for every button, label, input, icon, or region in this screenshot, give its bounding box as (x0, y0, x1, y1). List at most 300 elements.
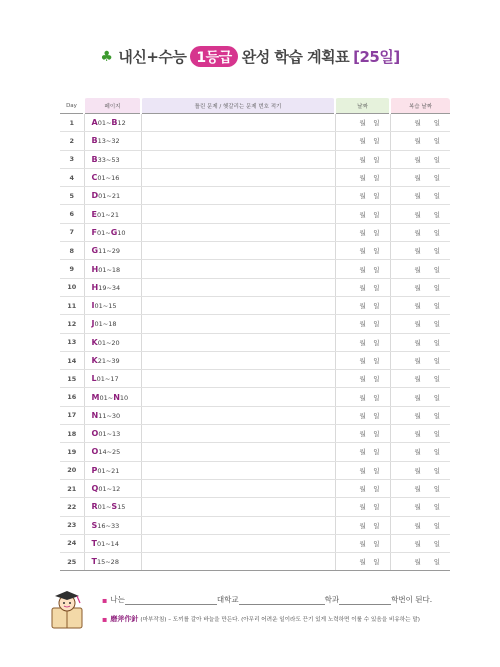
page-range (84, 370, 141, 388)
day-label: 일 (373, 558, 380, 567)
page-range (84, 406, 141, 424)
page-range (84, 388, 141, 406)
review-date-cell[interactable] (390, 114, 450, 132)
page-letter: D (91, 191, 99, 201)
month-label: 월 (359, 210, 366, 219)
proverb (102, 614, 482, 624)
month-label: 월 (414, 320, 421, 329)
wrong-problems-cell[interactable] (141, 406, 335, 424)
proverb-hanja: 磨斧作針 (110, 615, 139, 623)
wrong-problems-cell[interactable] (141, 553, 335, 571)
month-label: 월 (414, 393, 421, 402)
day-label: 일 (433, 247, 440, 256)
day-number: 9 (60, 260, 84, 278)
date-cell[interactable] (335, 223, 390, 241)
page-range (84, 132, 141, 150)
month-label: 월 (359, 228, 366, 237)
day-number: 25 (60, 553, 84, 571)
day-label: 일 (373, 302, 380, 311)
page-letter: R (91, 502, 98, 512)
review-date-cell[interactable] (390, 223, 450, 241)
month-label: 월 (359, 393, 366, 402)
page-number: 01~ (97, 119, 112, 128)
table-row (60, 443, 450, 461)
review-date-cell[interactable] (390, 479, 450, 497)
page-number: 10 (117, 228, 126, 237)
page-letter: I (91, 301, 95, 311)
day-label: 일 (433, 265, 440, 274)
day-label: 일 (373, 228, 380, 237)
day-number: 19 (60, 443, 84, 461)
month-label: 월 (414, 155, 421, 164)
review-date-cell[interactable] (390, 553, 450, 571)
page-number: 01~ (99, 393, 114, 402)
page-number: 19~34 (98, 283, 121, 292)
table-row (60, 425, 450, 443)
wrong-problems-cell[interactable] (141, 516, 335, 534)
goal-text-c: 학과 (324, 595, 340, 604)
month-label: 월 (359, 411, 366, 420)
review-date-cell[interactable] (390, 205, 450, 223)
day-label: 일 (373, 466, 380, 475)
day-label: 일 (433, 539, 440, 548)
table-row (60, 242, 450, 260)
date-cell[interactable] (335, 479, 390, 497)
page-number: 15 (117, 503, 126, 512)
proverb-reading: (마부작침) (140, 617, 167, 623)
date-cell[interactable] (335, 315, 390, 333)
day-label: 일 (433, 119, 440, 128)
page-letter: A (91, 118, 98, 128)
date-cell[interactable] (335, 187, 390, 205)
day-label: 일 (373, 485, 380, 494)
wrong-problems-cell[interactable] (141, 114, 335, 132)
date-cell[interactable] (335, 516, 390, 534)
review-date-cell[interactable] (390, 406, 450, 424)
review-date-cell[interactable] (390, 132, 450, 150)
page-number: 01~18 (94, 320, 117, 329)
page-range (84, 498, 141, 516)
bullet-icon: ▪ (102, 614, 108, 624)
page-range (84, 223, 141, 241)
review-date-cell[interactable] (390, 351, 450, 369)
footer (46, 584, 446, 644)
student-id-blank[interactable] (339, 596, 391, 605)
month-label: 월 (414, 228, 421, 237)
day-number: 5 (60, 187, 84, 205)
day-label: 일 (373, 539, 380, 548)
page-range (84, 516, 141, 534)
title-suffix: 완성 학습 계획표 (241, 48, 350, 66)
page-letter: H (91, 282, 99, 292)
day-label: 일 (373, 393, 380, 402)
page-range (84, 278, 141, 296)
month-label: 월 (414, 485, 421, 494)
day-label: 일 (373, 338, 380, 347)
wrong-problems-cell[interactable] (141, 242, 335, 260)
day-number: 20 (60, 461, 84, 479)
page-letter: G (110, 227, 118, 237)
goal-text-d: 학번이 된다. (391, 595, 433, 604)
page-number: 33~53 (97, 155, 120, 164)
header-date: 날짜 (335, 98, 390, 114)
day-label: 일 (373, 448, 380, 457)
wrong-problems-cell[interactable] (141, 260, 335, 278)
month-label: 월 (414, 137, 421, 146)
page-letter: S (111, 502, 118, 512)
month-label: 월 (414, 558, 421, 567)
goal-sentence (102, 594, 482, 605)
day-label: 일 (373, 192, 380, 201)
month-label: 월 (359, 539, 366, 548)
month-label: 월 (414, 265, 421, 274)
date-cell[interactable] (335, 388, 390, 406)
day-label: 일 (433, 210, 440, 219)
page-title (0, 46, 500, 67)
page-letter: K (91, 356, 98, 365)
page-number: 11~29 (98, 247, 121, 256)
day-number: 6 (60, 205, 84, 223)
month-label: 월 (414, 375, 421, 384)
review-date-cell[interactable] (390, 534, 450, 552)
page-number: 01~18 (98, 265, 121, 274)
month-label: 월 (414, 338, 421, 347)
page-letter: B (91, 154, 98, 164)
wrong-problems-cell[interactable] (141, 223, 335, 241)
month-label: 월 (359, 192, 366, 201)
month-label: 월 (359, 430, 366, 439)
day-label: 일 (433, 558, 440, 567)
day-label: 일 (433, 430, 440, 439)
date-cell[interactable] (335, 114, 390, 132)
day-label: 일 (433, 137, 440, 146)
page-number: 01~21 (96, 210, 119, 219)
wrong-problems-cell[interactable] (141, 296, 335, 314)
month-label: 월 (359, 247, 366, 256)
page-range (84, 425, 141, 443)
month-label: 월 (359, 558, 366, 567)
day-number: 16 (60, 388, 84, 406)
review-date-cell[interactable] (390, 150, 450, 168)
page-letter: F (91, 227, 97, 237)
review-date-cell[interactable] (390, 443, 450, 461)
day-label: 일 (433, 393, 440, 402)
day-number: 15 (60, 370, 84, 388)
wrong-problems-cell[interactable] (141, 278, 335, 296)
date-cell[interactable] (335, 370, 390, 388)
page-letter: M (91, 392, 100, 402)
month-label: 월 (359, 265, 366, 274)
day-label: 일 (433, 228, 440, 237)
month-label: 월 (414, 357, 421, 365)
page-letter: C (91, 173, 98, 183)
month-label: 월 (414, 283, 421, 292)
wrong-problems-cell[interactable] (141, 370, 335, 388)
date-cell[interactable] (335, 406, 390, 424)
month-label: 월 (359, 357, 366, 365)
day-number: 4 (60, 168, 84, 186)
month-label: 월 (359, 302, 366, 311)
page-number: 01~21 (97, 466, 120, 475)
table-row (60, 388, 450, 406)
page-range (84, 534, 141, 552)
review-date-cell[interactable] (390, 168, 450, 186)
month-label: 월 (414, 192, 421, 201)
date-cell[interactable] (335, 443, 390, 461)
day-number: 17 (60, 406, 84, 424)
review-date-cell[interactable] (390, 333, 450, 351)
day-number: 2 (60, 132, 84, 150)
page-number: 01~ (96, 228, 111, 237)
table-row (60, 132, 450, 150)
title-days: [25일] (353, 48, 400, 66)
table-row (60, 205, 450, 223)
page-number: 01~15 (94, 302, 117, 311)
page-number: 10 (119, 393, 129, 402)
table-header-row (60, 98, 450, 114)
month-label: 월 (359, 466, 366, 475)
page-letter: N (91, 410, 99, 420)
day-label: 일 (373, 210, 380, 219)
page-range (84, 333, 141, 351)
page-number: 01~17 (96, 375, 119, 384)
date-cell[interactable] (335, 260, 390, 278)
month-label: 월 (359, 137, 366, 146)
month-label: 월 (414, 466, 421, 475)
table-row (60, 296, 450, 314)
page-letter: O (91, 429, 99, 439)
page-letter: B (111, 118, 118, 128)
date-cell[interactable] (335, 333, 390, 351)
day-label: 일 (433, 357, 440, 365)
title-prefix: 내신+수능 (118, 48, 187, 66)
table-row (60, 278, 450, 296)
wrong-problems-cell[interactable] (141, 461, 335, 479)
day-label: 일 (433, 192, 440, 201)
day-label: 일 (433, 174, 440, 183)
review-date-cell[interactable] (390, 296, 450, 314)
review-date-cell[interactable] (390, 498, 450, 516)
month-label: 월 (414, 448, 421, 457)
page-letter: L (91, 374, 97, 384)
month-label: 월 (414, 247, 421, 256)
day-label: 일 (373, 375, 380, 384)
proverb-text: – 도끼를 갈아 바늘을 만든다. (아무리 어려운 일이라도 끈기 있게 노력하면 이룰 수 있음을 비유하는 말) (168, 617, 420, 623)
date-cell[interactable] (335, 205, 390, 223)
month-label: 월 (414, 539, 421, 548)
page-number: 21~39 (97, 357, 120, 365)
page-number: 01~20 (97, 338, 120, 347)
wrong-problems-cell[interactable] (141, 333, 335, 351)
review-date-cell[interactable] (390, 370, 450, 388)
page-letter: T (91, 557, 97, 567)
wrong-problems-cell[interactable] (141, 168, 335, 186)
date-cell[interactable] (335, 132, 390, 150)
date-cell[interactable] (335, 425, 390, 443)
day-number: 18 (60, 425, 84, 443)
page-range (84, 315, 141, 333)
wrong-problems-cell[interactable] (141, 425, 335, 443)
page-letter: B (91, 136, 98, 146)
department-blank[interactable] (239, 596, 325, 605)
table-row (60, 351, 450, 369)
table-row (60, 150, 450, 168)
page-range (84, 443, 141, 461)
page-range (84, 260, 141, 278)
day-label: 일 (373, 320, 380, 329)
day-label: 일 (373, 174, 380, 183)
page-number: 12 (117, 119, 126, 128)
table-row (60, 461, 450, 479)
day-number: 13 (60, 333, 84, 351)
table-row (60, 406, 450, 424)
day-label: 일 (373, 155, 380, 164)
review-date-cell[interactable] (390, 260, 450, 278)
day-number: 7 (60, 223, 84, 241)
date-cell[interactable] (335, 168, 390, 186)
table-row (60, 223, 450, 241)
page-number: 01~14 (96, 539, 119, 548)
date-cell[interactable] (335, 351, 390, 369)
clover-icon: ♣ (100, 48, 113, 65)
date-cell[interactable] (335, 150, 390, 168)
page-range (84, 168, 141, 186)
day-label: 일 (433, 302, 440, 311)
day-label: 일 (433, 448, 440, 457)
page-number: 01~ (97, 503, 112, 512)
day-number: 21 (60, 479, 84, 497)
grade-badge: 1등급 (190, 46, 237, 67)
wrong-problems-cell[interactable] (141, 479, 335, 497)
goal-text-b: 대학교 (216, 595, 239, 604)
wrong-problems-cell[interactable] (141, 150, 335, 168)
page-number: 01~16 (97, 174, 120, 183)
date-cell[interactable] (335, 242, 390, 260)
header-page: 페이지 (84, 98, 141, 114)
page-range (84, 479, 141, 497)
day-label: 일 (373, 119, 380, 128)
page-number: 15~28 (96, 558, 119, 567)
date-cell[interactable] (335, 461, 390, 479)
day-number: 11 (60, 296, 84, 314)
day-label: 일 (373, 357, 380, 365)
date-cell[interactable] (335, 278, 390, 296)
table-row (60, 479, 450, 497)
review-date-cell[interactable] (390, 516, 450, 534)
day-number: 12 (60, 315, 84, 333)
day-label: 일 (433, 155, 440, 164)
month-label: 월 (359, 521, 366, 530)
month-label: 월 (414, 430, 421, 439)
review-date-cell[interactable] (390, 315, 450, 333)
day-label: 일 (433, 375, 440, 384)
day-label: 일 (373, 283, 380, 292)
review-date-cell[interactable] (390, 278, 450, 296)
wrong-problems-cell[interactable] (141, 132, 335, 150)
day-label: 일 (433, 411, 440, 420)
page-range (84, 296, 141, 314)
wrong-problems-cell[interactable] (141, 351, 335, 369)
page-range (84, 187, 141, 205)
day-number: 1 (60, 114, 84, 132)
table-row (60, 114, 450, 132)
month-label: 월 (359, 338, 366, 347)
review-date-cell[interactable] (390, 242, 450, 260)
day-label: 일 (433, 283, 440, 292)
month-label: 월 (414, 302, 421, 311)
table-row (60, 534, 450, 552)
day-label: 일 (373, 137, 380, 146)
page-number: 01~12 (98, 485, 121, 494)
month-label: 월 (414, 411, 421, 420)
review-date-cell[interactable] (390, 388, 450, 406)
page-number: 01~21 (98, 192, 121, 201)
date-cell[interactable] (335, 498, 390, 516)
month-label: 월 (414, 210, 421, 219)
day-label: 일 (373, 430, 380, 439)
wrong-problems-cell[interactable] (141, 388, 335, 406)
page-number: 13~32 (97, 137, 120, 146)
day-label: 일 (373, 265, 380, 274)
day-number: 22 (60, 498, 84, 516)
wrong-problems-cell[interactable] (141, 498, 335, 516)
page-letter: E (91, 209, 97, 219)
page-letter: J (91, 319, 95, 329)
day-label: 일 (373, 247, 380, 256)
month-label: 월 (359, 119, 366, 128)
month-label: 월 (359, 503, 366, 512)
table-row (60, 333, 450, 351)
header-wrong-problems: 틀린 문제 / 헷갈리는 문제 번호 적기 (141, 98, 335, 114)
wrong-problems-cell[interactable] (141, 443, 335, 461)
month-label: 월 (359, 320, 366, 329)
month-label: 월 (359, 283, 366, 292)
month-label: 월 (359, 485, 366, 494)
wrong-problems-cell[interactable] (141, 534, 335, 552)
day-label: 일 (433, 503, 440, 512)
student-mascot-icon (46, 588, 90, 632)
day-label: 일 (433, 320, 440, 329)
page-range (84, 242, 141, 260)
date-cell[interactable] (335, 296, 390, 314)
month-label: 월 (414, 174, 421, 183)
page-range (84, 351, 141, 369)
review-date-cell[interactable] (390, 461, 450, 479)
table-row (60, 370, 450, 388)
university-blank[interactable] (125, 596, 217, 605)
date-cell[interactable] (335, 553, 390, 571)
date-cell[interactable] (335, 534, 390, 552)
wrong-problems-cell[interactable] (141, 315, 335, 333)
page-range (84, 553, 141, 571)
page-range (84, 114, 141, 132)
month-label: 월 (359, 155, 366, 164)
wrong-problems-cell[interactable] (141, 205, 335, 223)
wrong-problems-cell[interactable] (141, 187, 335, 205)
bullet-icon: ▪ (102, 596, 108, 605)
month-label: 월 (414, 521, 421, 530)
day-number: 10 (60, 278, 84, 296)
day-label: 일 (433, 466, 440, 475)
month-label: 월 (414, 503, 421, 512)
day-number: 8 (60, 242, 84, 260)
review-date-cell[interactable] (390, 425, 450, 443)
day-label: 일 (373, 411, 380, 420)
table-row (60, 315, 450, 333)
review-date-cell[interactable] (390, 187, 450, 205)
table-row (60, 260, 450, 278)
page-number: 14~25 (98, 448, 121, 457)
